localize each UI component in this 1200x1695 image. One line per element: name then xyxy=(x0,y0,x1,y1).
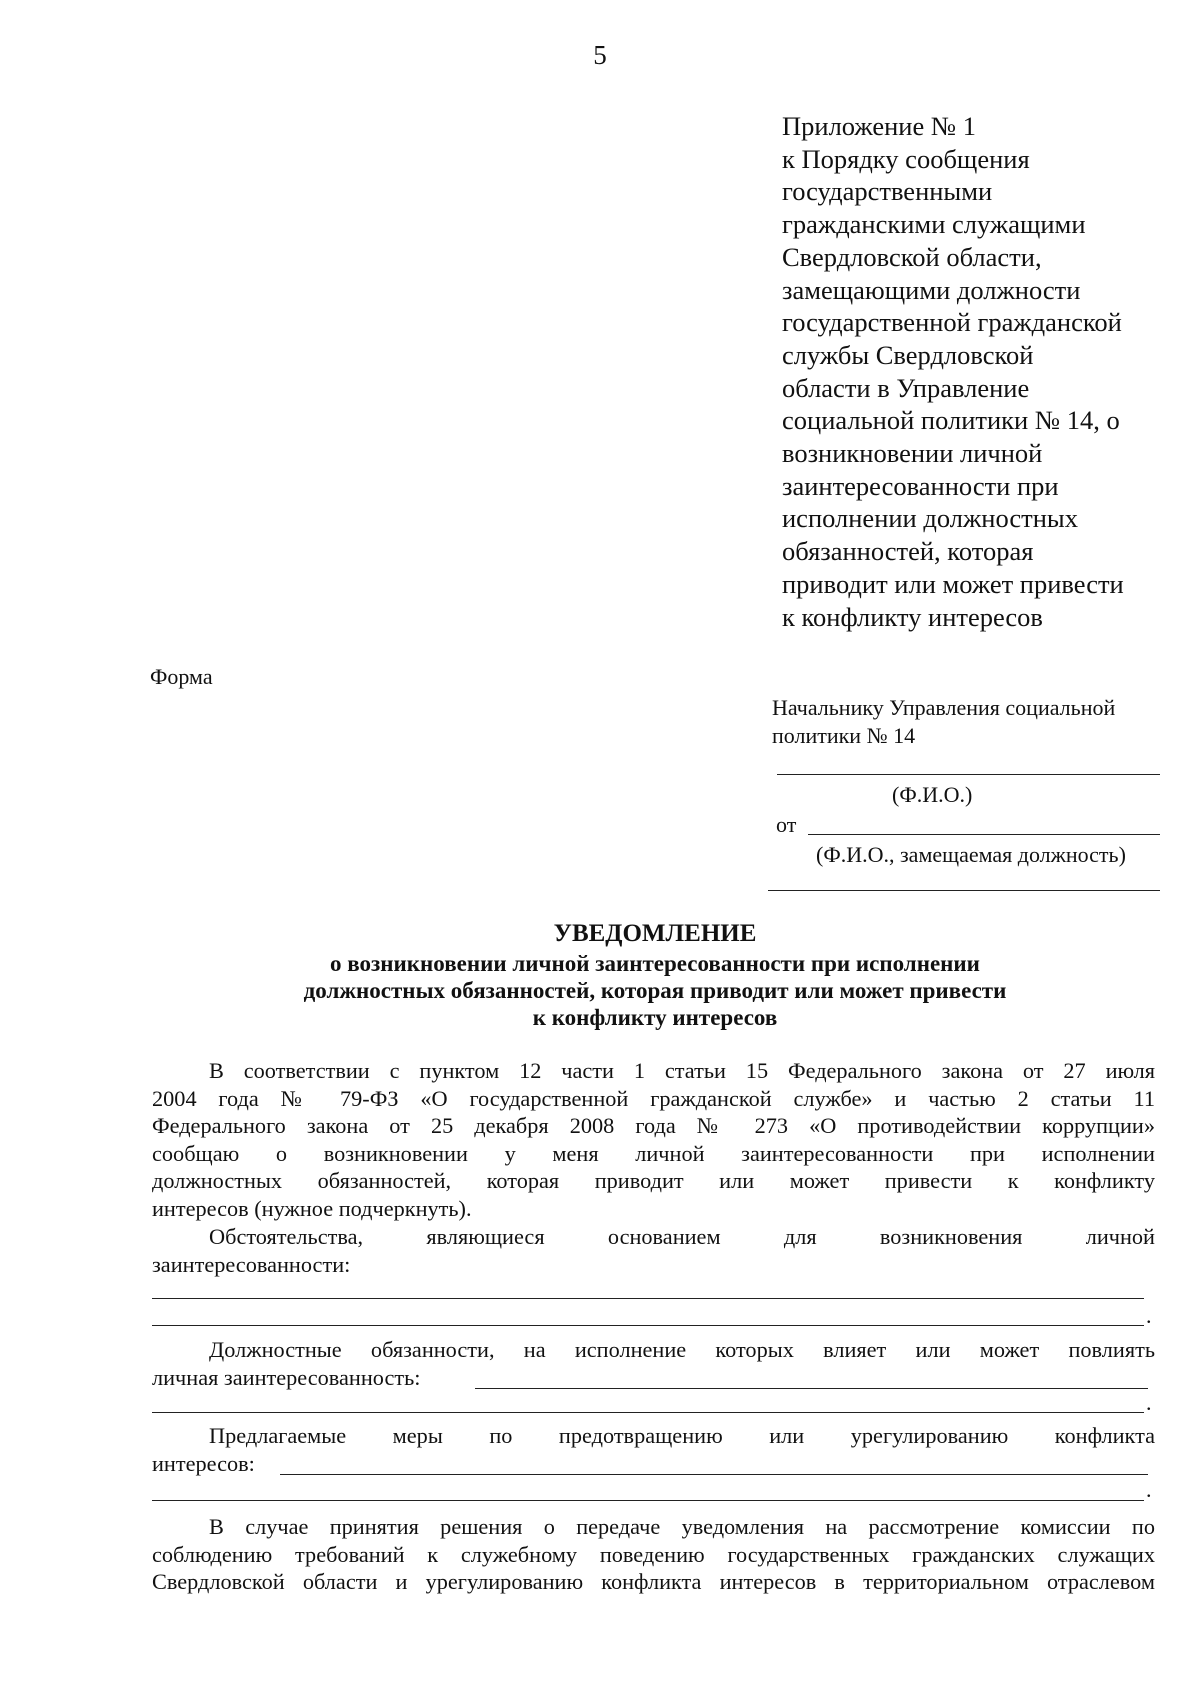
duties-field-line[interactable] xyxy=(475,1388,1148,1389)
paragraph-measures xyxy=(152,1422,1155,1450)
paragraph-circumstances xyxy=(152,1223,1155,1278)
paragraph-statement xyxy=(152,1057,1155,1222)
text-line: сообщаю о возникновении у меня личной заинтересованности при исполнении xyxy=(152,1140,1155,1166)
text-line: В случае принятия решения о передаче уведомления на рассмотрение комиссии по xyxy=(209,1514,1155,1539)
paragraph-duties xyxy=(152,1336,1155,1364)
addressee-block xyxy=(772,694,1115,750)
addressee-line: Начальнику Управления социальной xyxy=(772,695,1116,720)
appendix-line: службы Свердловской xyxy=(782,339,1034,370)
text-line: Обстоятельства, являющиеся основанием для возникновения личной xyxy=(209,1224,1155,1249)
text-line: Свердловской области и урегулированию конфликта интересов в территориальном отраслевом xyxy=(152,1569,1155,1594)
appendix-line: возникновении личной xyxy=(782,438,1043,469)
appendix-line: области в Управление xyxy=(782,372,1030,403)
measures-label: интересов: xyxy=(152,1451,255,1476)
measures-field-line[interactable] xyxy=(280,1474,1148,1475)
circumstances-line-1[interactable] xyxy=(152,1298,1144,1299)
appendix-line: обязанностей, которая xyxy=(782,536,1034,567)
document-subtitle: к конфликту интересов xyxy=(532,1005,778,1030)
appendix-reference xyxy=(782,110,1124,633)
from-caption: (Ф.И.О., замещаемая должность) xyxy=(816,842,1126,867)
line-end-dot: . xyxy=(1146,1390,1152,1415)
duties-line-2[interactable] xyxy=(152,1412,1144,1413)
appendix-line: к Порядку сообщения xyxy=(782,143,1030,174)
circumstances-line-2[interactable] xyxy=(152,1325,1144,1326)
fio-line[interactable] xyxy=(777,774,1160,775)
fio-caption: (Ф.И.О.) xyxy=(892,782,973,807)
measures-line-2[interactable] xyxy=(152,1500,1144,1501)
text-line: Федерального закона от 25 декабря 2008 года № 273 «О противодействии коррупции» xyxy=(152,1113,1155,1138)
document-subtitle: о возникновении личной заинтересованности при исполнении xyxy=(330,951,980,976)
appendix-line: приводит или может привести xyxy=(782,568,1124,599)
from-label: от xyxy=(776,812,797,837)
text-line: Предлагаемые меры по предотвращению или урегулированию конфликта xyxy=(209,1423,1155,1448)
line-end-dot: . xyxy=(1146,1477,1152,1502)
appendix-line: государственной гражданской xyxy=(782,307,1122,338)
appendix-line: социальной политики № 14, о xyxy=(782,405,1120,436)
text-line: 2004 года № 79-ФЗ «О государственной гражданской службе» и частью 2 статьи 11 xyxy=(152,1085,1155,1111)
page-number: 5 xyxy=(593,40,607,70)
appendix-line: Приложение № 1 xyxy=(782,111,977,141)
text-line: Должностные обязанности, на исполнение которых влияет или может повлиять xyxy=(209,1337,1155,1362)
appendix-line: замещающими должности xyxy=(782,274,1081,305)
appendix-line: к конфликту интересов xyxy=(782,601,1043,632)
text-line: В соответствии с пунктом 12 части 1 статьи 15 Федерального закона от 27 июля xyxy=(209,1058,1155,1083)
text-line: интересов (нужное подчеркнуть). xyxy=(152,1195,472,1221)
document-subtitle: должностных обязанностей, которая приводит или может привести xyxy=(303,978,1007,1003)
line-end-dot: . xyxy=(1146,1303,1152,1328)
text-line: заинтересованности: xyxy=(152,1251,351,1277)
text-line: должностных обязанностей, которая приводит или может привести к конфликту xyxy=(152,1168,1155,1193)
from-line[interactable] xyxy=(808,834,1160,835)
paragraph-commission xyxy=(152,1513,1155,1596)
text-line: соблюдению требований к служебному поведению государственных гражданских служащих xyxy=(152,1541,1155,1567)
appendix-line: государственными xyxy=(782,176,993,207)
appendix-line: исполнении должностных xyxy=(782,503,1078,534)
form-label: Форма xyxy=(150,664,213,689)
appendix-line: заинтересованности при xyxy=(782,470,1059,501)
appendix-line: гражданскими служащими xyxy=(782,209,1086,240)
position-line[interactable] xyxy=(768,890,1160,891)
appendix-line: Свердловской области, xyxy=(782,241,1042,272)
duties-label: личная заинтересованность: xyxy=(152,1365,421,1390)
addressee-line: политики № 14 xyxy=(772,723,916,748)
document-title: УВЕДОМЛЕНИЕ xyxy=(553,920,757,947)
